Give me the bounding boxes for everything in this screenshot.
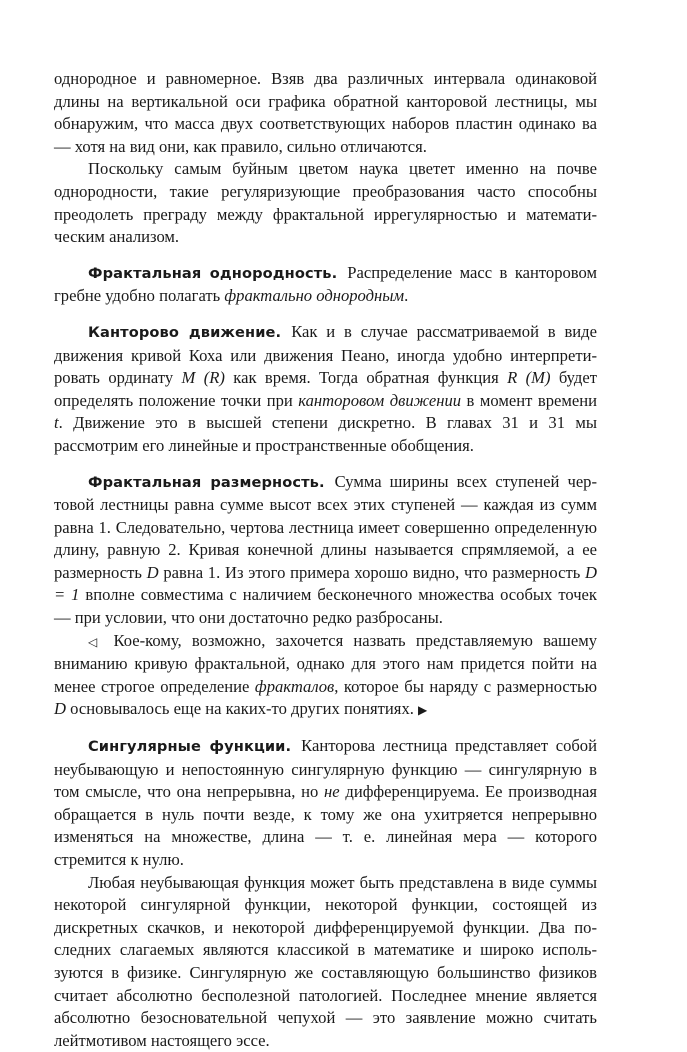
- section-heading: Канторово движение.: [88, 323, 282, 341]
- section-heading: Фрактальная размерность.: [88, 473, 325, 491]
- math-expression: D = 1: [54, 562, 597, 605]
- emphasis: не: [324, 782, 340, 802]
- section-fractal-homogeneity: Фрактальная однородность. Распределение масс в канторовом гребне удобно полагать фрактально однородным.: [54, 262, 597, 306]
- math-expression: t: [54, 413, 59, 433]
- section-cantor-motion: Канторово движение. Как и в случае рассматриваемой в виде движения кривой Коха или движения Пеано, иногда удобно интерпретировать ординату M (R) как время. Тогда обратная функция R (M) будет определять положение точки при канторовом движении в момент времени t. Движение это в высшей степени дискретно. В главах 31 и 31 мы рассмотрим его линейные и пространственные обобщения.: [54, 321, 597, 455]
- emphasis: фракталов: [254, 676, 335, 696]
- section-heading: Фрактальная однородность.: [88, 264, 338, 282]
- emphasis: фрактально однородным: [224, 286, 405, 306]
- math-expression: D: [146, 562, 159, 582]
- paragraph-continuation: однородное и равномерное. Взяв два различных интервала одинаковой длины на вертикальной оси графика обратной канторовой лестницы, мы обнаружим, что масса двух соответствующих наборов пластин одинако ва — хотя на вид они, как правило, сильно отличаются.: [54, 69, 597, 156]
- math-expression: M (R): [181, 368, 225, 388]
- paragraph-remark: ◁ Кое-кому, возможно, захочется назвать представляемую вашему вниманию кривую фрактальной, однако для этого нам придется пойти на менее строгое определение фракталов, которое бы наряду с размерностью D основывалось еще на каких-то других понятиях. ▶: [54, 630, 597, 719]
- emphasis: канторовом движении: [298, 390, 462, 410]
- math-expression: D: [54, 699, 66, 719]
- paragraph-homogeneity-note: Поскольку самым буйным цветом наука цветет именно на почве однородности, такие регуляризующие преобразования часто способны преодолеть преграду между фрактальной иррегулярностью и математическим анализом.: [54, 159, 597, 247]
- section-fractal-dimension: Фрактальная размерность. Сумма ширины всех ступеней чертовой лестницы равна сумме высот всех этих ступеней — каждая из сумм равна 1. Следовательно, чертова лестница имеет совершенно определенную длину, равную 2. Кривая конечной длины называется спрямляемой, а ее размерность D равна 1. Из этого примера хорошо видно, что размерность D = 1 вполне совместима с наличием бесконечного множества особых точек — при условии, что они достаточно редко разбросаны.: [54, 471, 598, 628]
- page-text: [54, 68, 597, 1052]
- math-expression: R (M): [507, 368, 551, 388]
- paragraph-conclusion: Любая неубывающая функция может быть представлена в виде суммы некоторой сингулярной функции, некоторой функции, состоящей из дискретных скачков, и некоторой дифференцируемой функции. Два последних слагаемых являются классикой в математике и широко используются в физике. Сингулярную же составляющую большинство физиков считает абсолютно бесполезной патологией. Последнее мнение является абсолютно безосновательной чепухой — это заявление можно считать лейтмотивом настоящего эссе.: [54, 872, 597, 1050]
- section-heading: Сингулярные функции.: [88, 738, 292, 756]
- remark-open-icon: ◁: [88, 634, 104, 649]
- section-singular-functions: Сингулярные функции. Канторова лестница представляет собой неубывающую и непостоянную сингулярную функцию — сингулярную в том смысле, что она непрерывна, но не дифференцируема. Ее производная обращается в нуль почти везде, к тому же она ухитряется непрерывно изменяться на множестве, длина — т. е. линейная мера — которого стремится к нулю.: [54, 736, 597, 869]
- remark-close-icon: ▶: [418, 703, 428, 718]
